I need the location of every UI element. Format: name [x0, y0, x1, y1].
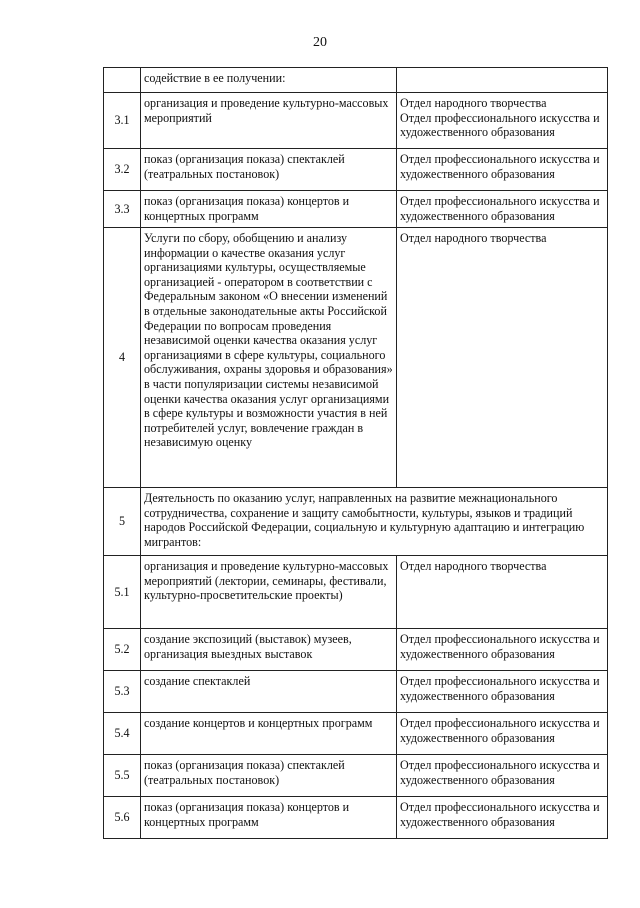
table-row [104, 93, 608, 149]
service-cell: показ (организация показа) спектаклей (театральных постановок) [141, 755, 397, 797]
row-number: 4 [104, 228, 141, 488]
table-row [104, 671, 608, 713]
department-cell: Отдел профессионального искусства и художественного образования [397, 191, 608, 228]
section-description: Деятельность по оказанию услуг, направленных на развитие межнационального сотрудничества, сохранение и защиту самобытности, культуры, языков и традиций народов Российской Федерации, социальную и культурную адаптацию и интеграцию мигрантов: [141, 488, 608, 556]
row-number: 5.1 [104, 556, 141, 629]
service-cell: создание спектаклей [141, 671, 397, 713]
row-number: 5.6 [104, 797, 141, 839]
row-number: 3.1 [104, 93, 141, 149]
service-cell: Услуги по сбору, обобщению и анализу информации о качестве оказания услуг организациями культуры, осуществляемые организацией - оператором в соответствии с Федеральным законом «О внесении изменений в отдельные законодательные акты Российской Федерации по вопросам проведения независимой оценки качества оказания услуг организациями в сфере культуры, социального обслуживания, охраны здоровья и образования» в части популяризации системы независимой оценки качества оказания услуг организациями в сфере культуры и возможности участия в ней потребителей услуг, вовлечение граждан в независимую оценку [141, 228, 397, 488]
table-row [104, 755, 608, 797]
table-row [104, 713, 608, 755]
department-cell [397, 68, 608, 93]
service-cell: показ (организация показа) концертов и концертных программ [141, 191, 397, 228]
row-number: 5.3 [104, 671, 141, 713]
table-row [104, 68, 608, 93]
service-cell: создание экспозиций (выставок) музеев, организация выездных выставок [141, 629, 397, 671]
row-number: 3.2 [104, 149, 141, 191]
row-number: 3.3 [104, 191, 141, 228]
table-row [104, 556, 608, 629]
table-row [104, 228, 608, 488]
service-cell: организация и проведение культурно-массовых мероприятий (лектории, семинары, фестивали, культурно-просветительские проекты) [141, 556, 397, 629]
table-row [104, 629, 608, 671]
department-cell: Отдел профессионального искусства и художественного образования [397, 671, 608, 713]
department-cell: Отдел профессионального искусства и художественного образования [397, 713, 608, 755]
department-cell: Отдел профессионального искусства и художественного образования [397, 755, 608, 797]
department-cell: Отдел народного творчества [397, 228, 608, 488]
department-cell: Отдел профессионального искусства и художественного образования [397, 797, 608, 839]
row-number: 5 [104, 488, 141, 556]
row-number: 5.4 [104, 713, 141, 755]
table-row [104, 191, 608, 228]
department-cell: Отдел народного творчества Отдел профессионального искусства и художественного образования [397, 93, 608, 149]
table-row [104, 797, 608, 839]
row-number [104, 68, 141, 93]
table-row [104, 488, 608, 556]
service-cell: организация и проведение культурно-массовых мероприятий [141, 93, 397, 149]
page-number: 20 [313, 35, 327, 50]
table-row [104, 149, 608, 191]
row-number: 5.2 [104, 629, 141, 671]
service-cell: показ (организация показа) спектаклей (театральных постановок) [141, 149, 397, 191]
department-cell: Отдел профессионального искусства и художественного образования [397, 629, 608, 671]
department-cell: Отдел народного творчества [397, 556, 608, 629]
service-cell: создание концертов и концертных программ [141, 713, 397, 755]
service-cell: показ (организация показа) концертов и концертных программ [141, 797, 397, 839]
services-table [103, 67, 608, 839]
row-number: 5.5 [104, 755, 141, 797]
service-cell: содействие в ее получении: [141, 68, 397, 93]
department-cell: Отдел профессионального искусства и художественного образования [397, 149, 608, 191]
